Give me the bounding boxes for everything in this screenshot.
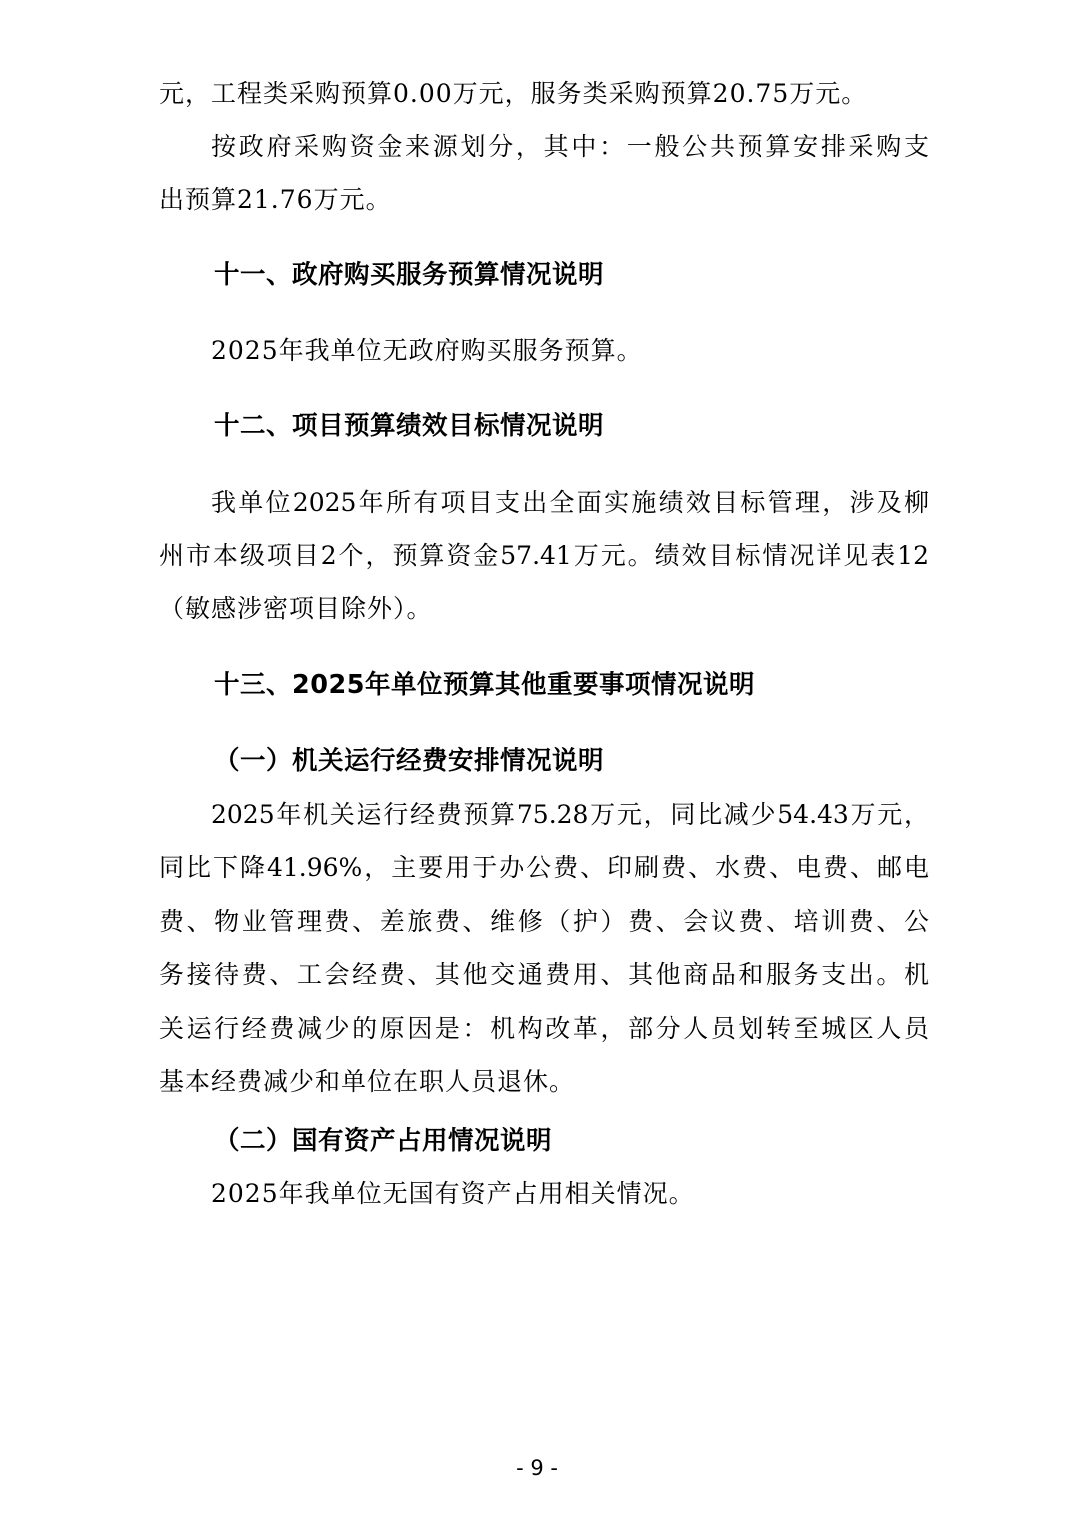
- paragraph-line: 按政府采购资金来源划分，其中：一般公共预算安排采购支: [211, 132, 929, 161]
- paragraph-line: 同比下降41.96%，主要用于办公费、印刷费、水费、电费、邮电: [159, 853, 929, 882]
- section-heading: 十一、政府购买服务预算情况说明: [214, 260, 605, 290]
- section-heading: 十三、2025年单位预算其他重要事项情况说明: [214, 670, 755, 700]
- paragraph-line: 出预算21.76万元。: [159, 185, 392, 214]
- paragraph-line: 费、物业管理费、差旅费、维修（护）费、会议费、培训费、公: [159, 907, 929, 936]
- subsection-heading: （二）国有资产占用情况说明: [214, 1126, 553, 1156]
- paragraph-line: 元，工程类采购预算0.00万元，服务类采购预算20.75万元。: [159, 79, 868, 108]
- section-heading: 十二、项目预算绩效目标情况说明: [214, 411, 605, 441]
- page-number: - 9 -: [516, 1456, 558, 1480]
- paragraph-line: 基本经费减少和单位在职人员退休。: [159, 1067, 576, 1096]
- paragraph-line: 务接待费、工会经费、其他交通费用、其他商品和服务支出。机: [159, 960, 929, 989]
- paragraph-line: 关运行经费减少的原因是：机构改革，部分人员划转至城区人员: [159, 1014, 929, 1043]
- paragraph-line: 2025年我单位无国有资产占用相关情况。: [211, 1179, 695, 1208]
- paragraph-line: 我单位2025年所有项目支出全面实施绩效目标管理，涉及柳: [211, 488, 929, 517]
- subsection-heading: （一）机关运行经费安排情况说明: [214, 746, 605, 776]
- paragraph-line: 州市本级项目2个，预算资金57.41万元。绩效目标情况详见表12: [159, 541, 929, 570]
- paragraph-line: 2025年我单位无政府购买服务预算。: [211, 336, 643, 365]
- paragraph-line: （敏感涉密项目除外）。: [159, 594, 433, 623]
- paragraph-line: 2025年机关运行经费预算75.28万元，同比减少54.43万元，: [211, 800, 929, 829]
